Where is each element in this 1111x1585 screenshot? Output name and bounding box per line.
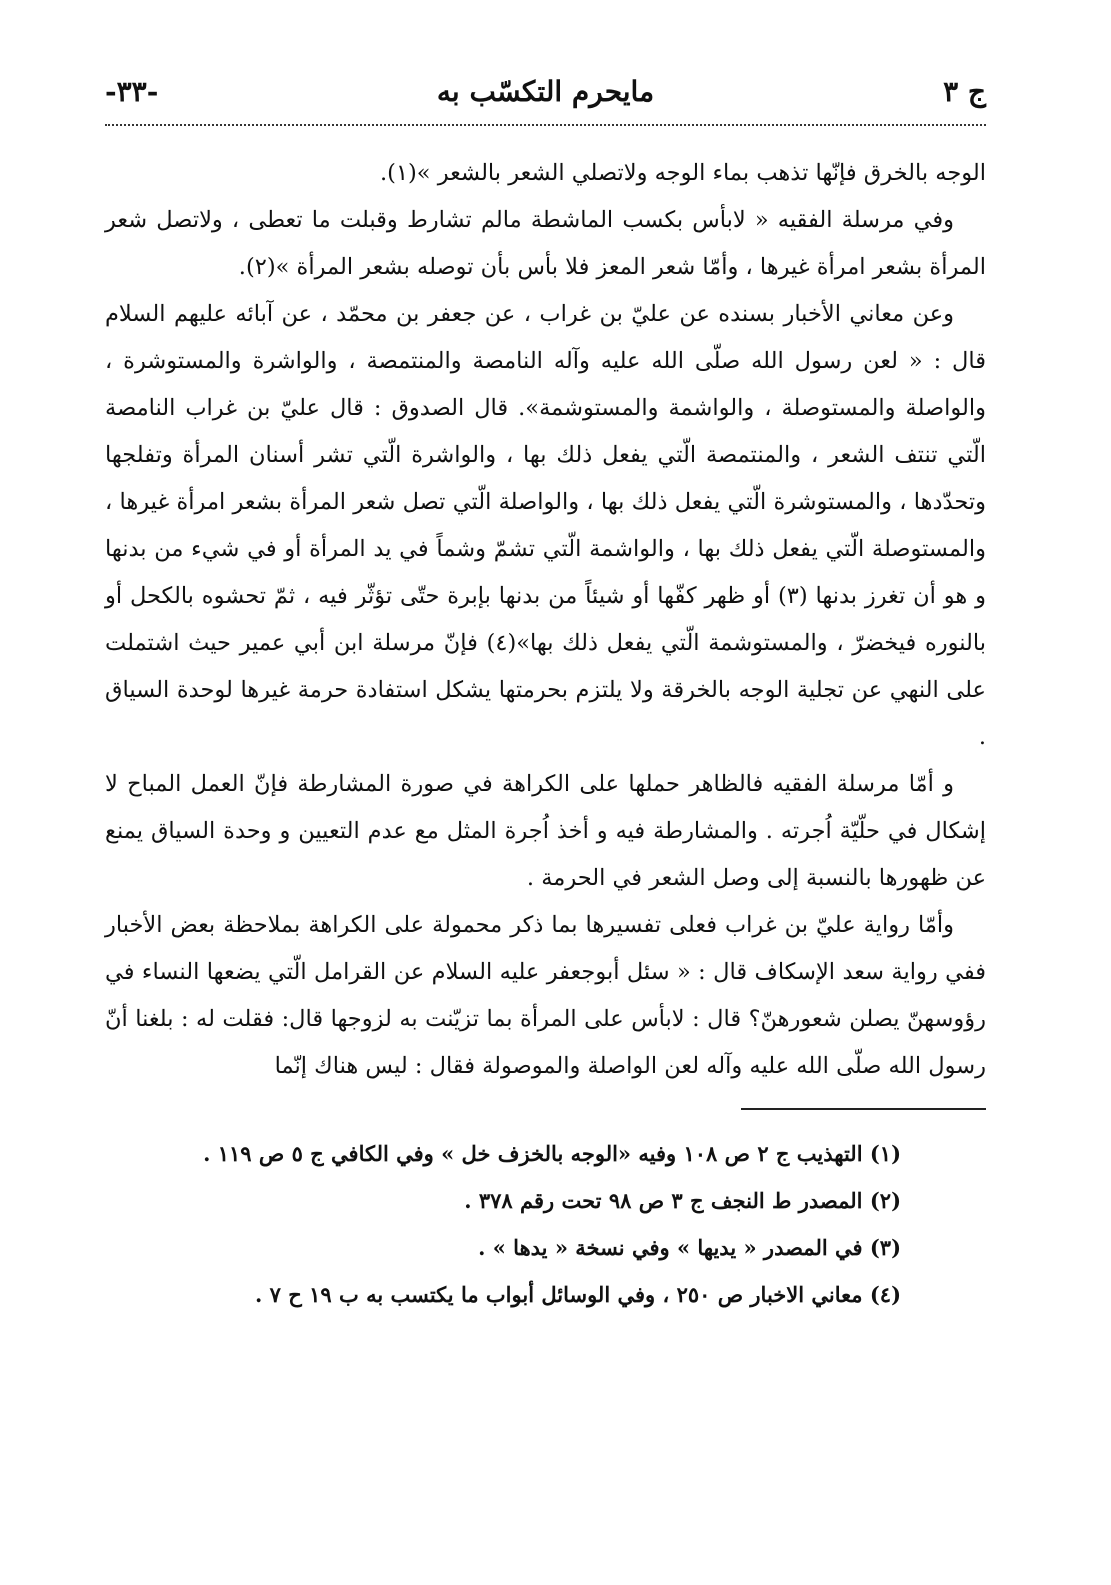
paragraph: وعن معاني الأخبار بسنده عن عليّ بن غراب ، عن جعفر بن محمّد ، عن آبائه عليهم السلام قال : « لعن رسول الله صلّى الله عليه وآله النامصة والمنتمصة ، والواشرة والمستوشرة ، والواصلة والمستوصلة ، والواشمة والمستوشمة». قال الصدوق : قال عليّ بن غراب النامصة الّتي تنتف الشعر ، والمنتمصة الّتي يفعل ذلك بها ، والواشرة الّتي تشر أسنان المرأة وتفلجها وتحدّدها ، والمستوشرة الّتي يفعل ذلك بها ، والواصلة الّتي تصل شعر المرأة بشعر امرأة غيرها ، والمستوصلة الّتي يفعل ذلك بها ، والواشمة الّتي تشمّ وشماً في يد المرأة أو في شيء من بدنها و هو أن تغرز بدنها (٣) أو ظهر كفّها أو شيئاً من بدنها بإبرة حتّى تؤثّر فيه ، ثمّ تحشوه بالكحل أو بالنوره فيخضرّ ، والمستوشمة الّتي يفعل ذلك بها»(٤) فإنّ مرسلة ابن أبي عمير حيث اشتملت على النهي عن تجلية الوجه بالخرقة ولا يلتزم بحرمتها يشكل استفادة حرمة غيرها لوحدة السياق . bbox=[105, 301, 986, 750]
footnote: (٣) في المصدر « يديها » وفي نسخة « يدها » . bbox=[478, 1235, 901, 1260]
paragraph: الوجه بالخرق فإنّها تذهب بماء الوجه ولاتصلي الشعر بالشعر »(١). bbox=[380, 160, 986, 186]
footnote: (٤) معاني الاخبار ص ٢٥٠ ، وفي الوسائل أبواب ما يكتسب به ب ١٩ ح ٧ . bbox=[255, 1282, 901, 1307]
running-title: مايحرم التكسّب به bbox=[436, 75, 655, 108]
paragraph: و أمّا مرسلة الفقيه فالظاهر حملها على الكراهة في صورة المشارطة فإنّ العمل المباح لا إشكال في حلّيّة اُجرته . والمشارطة فيه و أخذ اُجرة المثل مع عدم التعيين و وحدة السياق يمنع عن ظهورها بالنسبة إلى وصل الشعر في الحرمة . bbox=[105, 771, 986, 891]
footnote-separator bbox=[741, 1108, 986, 1110]
footnote: (٢) المصدر ط النجف ج ٣ ص ٩٨ تحت رقم ٣٧٨ . bbox=[464, 1188, 901, 1213]
page-number: -٣٣- bbox=[105, 75, 159, 108]
paragraph: وأمّا رواية عليّ بن غراب فعلى تفسيرها بما ذكر محمولة على الكراهة بملاحظة بعض الأخبار ففي رواية سعد الإسكاف قال : « سئل أبوجعفر عليه السلام عن القرامل الّتي يضعها النساء في رؤوسهنّ يصلن شعورهنّ؟ قال : لابأس على المرأة بما تزيّنت به لزوجها قال: فقلت له : بلغنا أنّ رسول الله صلّى الله عليه وآله لعن الواصلة والموصولة فقال : ليس هناك إنّما bbox=[105, 912, 986, 1079]
main-text bbox=[105, 150, 986, 1090]
page-header bbox=[105, 70, 986, 114]
volume-label: ج ٣ bbox=[943, 75, 986, 108]
footnote: (١) التهذيب ج ٢ ص ١٠٨ وفيه «الوجه بالخزف خل » وفي الكافي ج ٥ ص ١١٩ . bbox=[203, 1141, 901, 1166]
footnotes bbox=[160, 1130, 901, 1318]
paragraph: وفي مرسلة الفقيه « لابأس بكسب الماشطة مالم تشارط وقبلت ما تعطى ، ولاتصل شعر المرأة بشعر امرأة غيرها ، وأمّا شعر المعز فلا بأس بأن توصله بشعر المرأة »(٢). bbox=[105, 207, 986, 280]
header-dotted-rule bbox=[105, 124, 986, 126]
